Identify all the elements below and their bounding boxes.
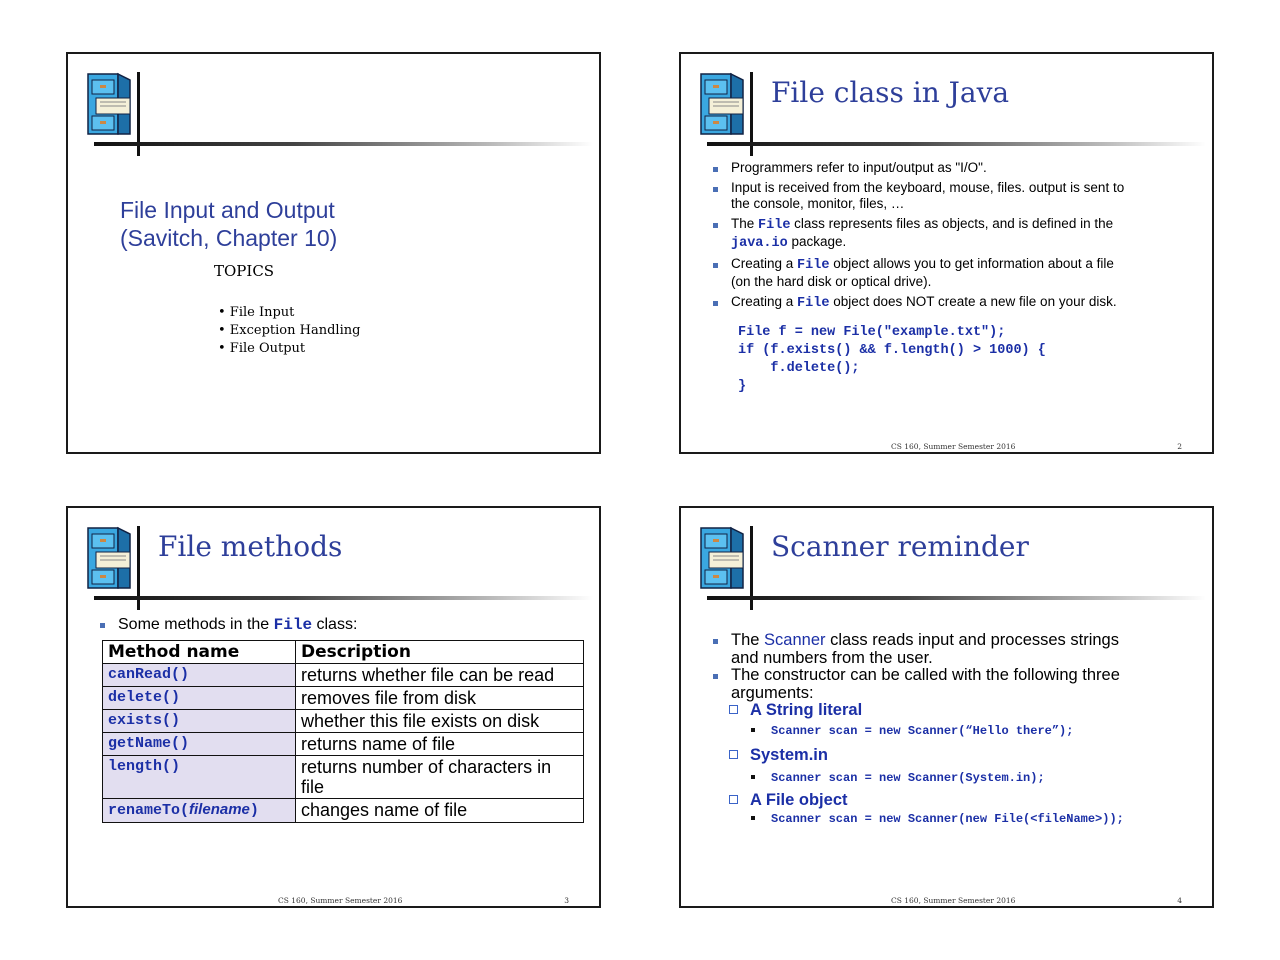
slide-title: File methods [158, 530, 343, 563]
topic-item: • File Output [218, 341, 306, 356]
argument-item: A File object [729, 790, 1209, 810]
file-cabinet-icon [699, 526, 747, 590]
argument-list [729, 700, 1209, 827]
code-line: if (f.exists() && f.length() > 1000) { [738, 343, 1046, 358]
checkbox-bullet-icon [729, 750, 738, 759]
slide-4 [679, 506, 1214, 908]
method-cell: renameTo(filename) [103, 799, 296, 823]
code-block [738, 306, 1046, 432]
header-horizontal-rule [94, 596, 593, 600]
description-cell: returns name of file [296, 733, 584, 756]
square-bullet-icon [751, 816, 755, 820]
bullet-item: Some methods in the File class: [96, 616, 357, 634]
method-cell: exists() [103, 710, 296, 733]
header-horizontal-rule [94, 142, 593, 146]
method-cell: getName() [103, 733, 296, 756]
square-bullet-icon [751, 728, 755, 732]
description-cell: removes file from disk [296, 687, 584, 710]
description-cell: returns number of characters in file [296, 756, 584, 799]
description-cell: changes name of file [296, 799, 584, 823]
table-row [103, 799, 584, 823]
page-number: 2 [1177, 442, 1182, 451]
slide-1 [66, 52, 601, 454]
table-header-row [103, 641, 584, 664]
header-horizontal-rule [707, 596, 1206, 600]
page-number: 3 [564, 896, 569, 905]
square-bullet-icon [751, 775, 755, 779]
description-cell: whether this file exists on disk [296, 710, 584, 733]
slide-title: File Input and Output (Savitch, Chapter 10) [120, 197, 338, 251]
argument-item: A String literal [729, 700, 1209, 720]
topics-label: TOPICS [214, 262, 275, 280]
file-cabinet-icon [699, 72, 747, 136]
bullet-item: Creating a File object allows you to get information about a file (on the hard disk or optical drive). [709, 256, 1199, 290]
table-row [103, 664, 584, 687]
code-example: Scanner scan = new Scanner(System.in); [751, 769, 1209, 786]
intro-bullet [96, 616, 357, 634]
code-line: f.delete(); [738, 361, 860, 376]
methods-table [102, 640, 584, 823]
header-cell: Description [296, 641, 584, 664]
slide-title: File class in Java [771, 76, 1010, 109]
method-cell: length() [103, 756, 296, 799]
bullet-item: Programmers refer to input/output as "I/O". [709, 160, 1199, 176]
slide-3 [66, 506, 601, 908]
checkbox-bullet-icon [729, 705, 738, 714]
bullet-item: The Scanner class reads input and processes strings and numbers from the user. [709, 632, 1199, 667]
table-row [103, 710, 584, 733]
bullet-item: The File class represents files as objects, and is defined in the java.io package. [709, 216, 1199, 252]
footer-text: CS 160, Summer Semester 2016 [891, 896, 1016, 905]
bullet-item: Input is received from the keyboard, mouse, files. output is sent to the console, monitor, files, … [709, 180, 1199, 212]
table-row [103, 687, 584, 710]
checkbox-bullet-icon [729, 795, 738, 804]
topic-item: • File Input [218, 305, 295, 320]
topics-list [218, 304, 360, 358]
table-row [103, 756, 584, 799]
code-example: Scanner scan = new Scanner(new File(<fileName>)); [751, 810, 1209, 827]
code-line: File f = new File("example.txt"); [738, 325, 1006, 340]
slide-2 [679, 52, 1214, 454]
method-cell: delete() [103, 687, 296, 710]
header-horizontal-rule [707, 142, 1206, 146]
code-example: Scanner scan = new Scanner(“Hello there”); [751, 722, 1209, 739]
bullet-list [709, 632, 1199, 702]
description-cell: returns whether file can be read [296, 664, 584, 687]
argument-item: System.in [729, 745, 1209, 765]
bullet-item: Creating a File object does NOT create a new file on your disk. [709, 294, 1199, 312]
page-number: 4 [1177, 896, 1182, 905]
footer-text: CS 160, Summer Semester 2016 [278, 896, 403, 905]
table-row [103, 733, 584, 756]
footer-text: CS 160, Summer Semester 2016 [891, 442, 1016, 451]
bullet-item: The constructor can be called with the following three arguments: [709, 667, 1199, 702]
slide-title: Scanner reminder [771, 530, 1029, 563]
topic-item: • Exception Handling [218, 323, 361, 338]
header-cell: Method name [103, 641, 296, 664]
file-cabinet-icon [86, 72, 134, 136]
method-cell: canRead() [103, 664, 296, 687]
code-line: } [738, 379, 747, 394]
bullet-list [709, 160, 1199, 312]
file-cabinet-icon [86, 526, 134, 590]
